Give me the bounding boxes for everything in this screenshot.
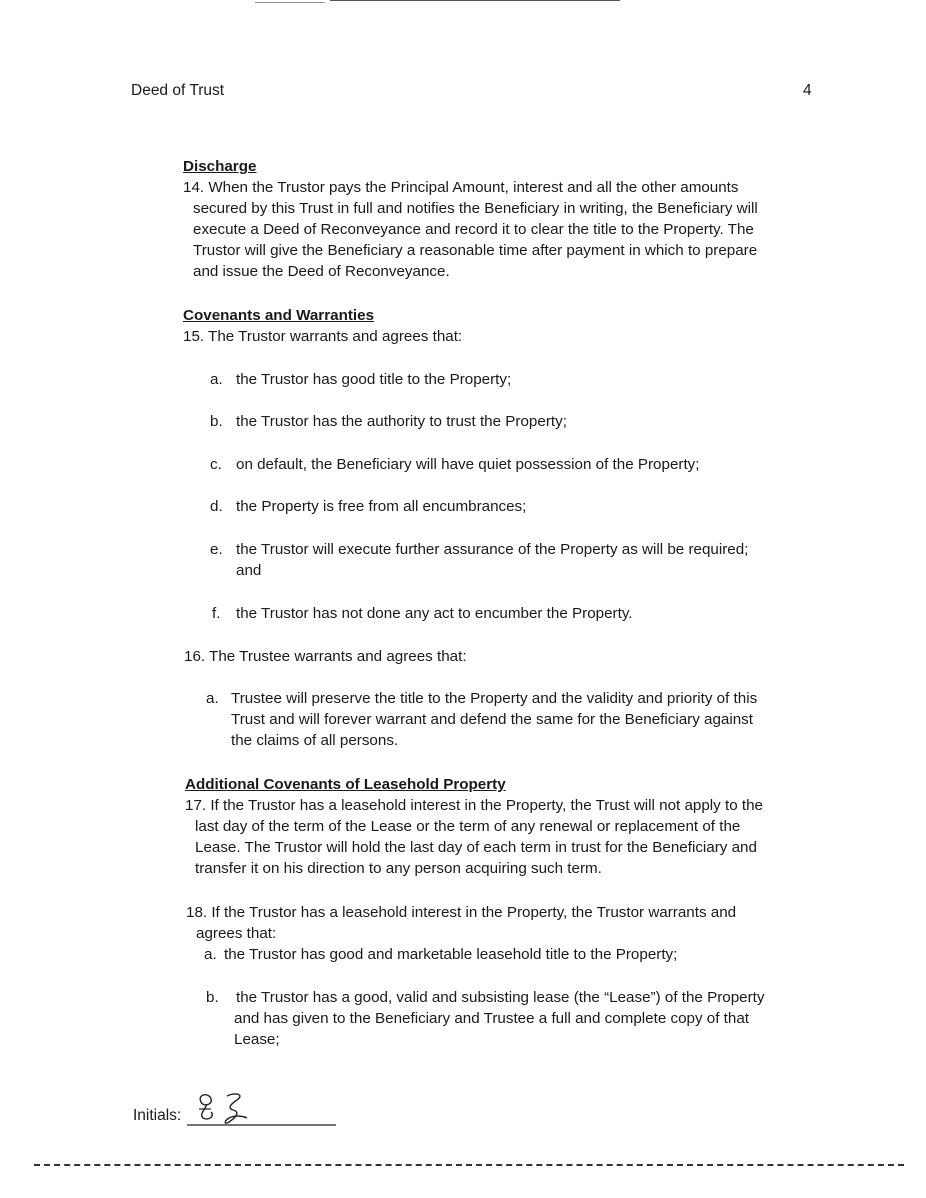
list-marker-16a: a. — [206, 690, 219, 707]
list-item-16a-line-2: Trust and will forever warrant and defend the same for the Beneficiary against — [231, 711, 753, 728]
initials-label: Initials: — [133, 1107, 182, 1124]
list-marker-15e: e. — [210, 541, 223, 558]
header-title: Deed of Trust — [131, 82, 225, 99]
list-marker-15f: f. — [212, 605, 221, 622]
scan-line-top — [330, 0, 620, 1]
paragraph-17-line-3: Lease. The Trustor will hold the last day of each term in trust for the Beneficiary and — [195, 839, 757, 856]
paragraph-15-intro: 15. The Trustor warrants and agrees that: — [183, 328, 463, 345]
list-item-15e-line-1: the Trustor will execute further assurance of the Property as will be required; — [236, 541, 749, 558]
paragraph-14-line-3: execute a Deed of Reconveyance and record it to clear the title to the Property. The — [193, 221, 754, 238]
list-item-18b-line-1: the Trustor has a good, valid and subsisting lease (the “Lease”) of the Property — [236, 989, 765, 1006]
list-marker-15d: d. — [210, 498, 223, 515]
signature-scribble — [187, 1088, 337, 1128]
list-marker-15b: b. — [210, 413, 223, 430]
paragraph-17-line-2: last day of the term of the Lease or the term of any renewal or replacement of the — [195, 818, 741, 835]
paragraph-14-line-5: and issue the Deed of Reconveyance. — [193, 263, 450, 280]
list-marker-15c: c. — [210, 456, 222, 473]
list-item-16a-line-1: Trustee will preserve the title to the Property and the validity and priority of this — [231, 690, 758, 707]
page-number: 4 — [803, 82, 812, 99]
section-heading-covenants: Covenants and Warranties — [183, 307, 375, 324]
list-item-15d: the Property is free from all encumbrances; — [236, 498, 527, 515]
paragraph-17-line-1: 17. If the Trustor has a leasehold interest in the Property, the Trust will not apply to the — [185, 797, 763, 814]
list-item-18b-line-3: Lease; — [234, 1031, 280, 1048]
list-item-18a: the Trustor has good and marketable leasehold title to the Property; — [224, 946, 678, 963]
list-item-16a-line-3: the claims of all persons. — [231, 732, 399, 749]
paragraph-14-line-1: 14. When the Trustor pays the Principal Amount, interest and all the other amounts — [183, 179, 739, 196]
paragraph-14-line-4: Trustor will give the Beneficiary a reasonable time after payment in which to prepare — [193, 242, 758, 259]
scan-line-bottom — [34, 1164, 904, 1166]
list-item-15c: on default, the Beneficiary will have quiet possession of the Property; — [236, 456, 700, 473]
paragraph-14-line-2: secured by this Trust in full and notifies the Beneficiary in writing, the Beneficiary will — [193, 200, 758, 217]
section-heading-discharge: Discharge — [183, 158, 257, 175]
paragraph-18-line-2: agrees that: — [196, 925, 277, 942]
initials-signature — [187, 1088, 337, 1128]
list-marker-15a: a. — [210, 371, 223, 388]
paragraph-17-line-4: transfer it on his direction to any person acquiring such term. — [195, 860, 602, 877]
list-item-15a: the Trustor has good title to the Property; — [236, 371, 512, 388]
paragraph-16-intro: 16. The Trustee warrants and agrees that: — [184, 648, 467, 665]
list-item-15f: the Trustor has not done any act to encumber the Property. — [236, 605, 633, 622]
list-marker-18a: a. — [204, 946, 217, 963]
list-item-15b: the Trustor has the authority to trust the Property; — [236, 413, 567, 430]
section-heading-leasehold: Additional Covenants of Leasehold Property — [185, 776, 506, 793]
list-item-15e-line-2: and — [236, 562, 262, 579]
list-marker-18b: b. — [206, 989, 219, 1006]
paragraph-18-line-1: 18. If the Trustor has a leasehold interest in the Property, the Trustor warrants and — [186, 904, 737, 921]
scan-line-top-2 — [255, 2, 325, 3]
list-item-18b-line-2: and has given to the Beneficiary and Trustee a full and complete copy of that — [234, 1010, 750, 1027]
